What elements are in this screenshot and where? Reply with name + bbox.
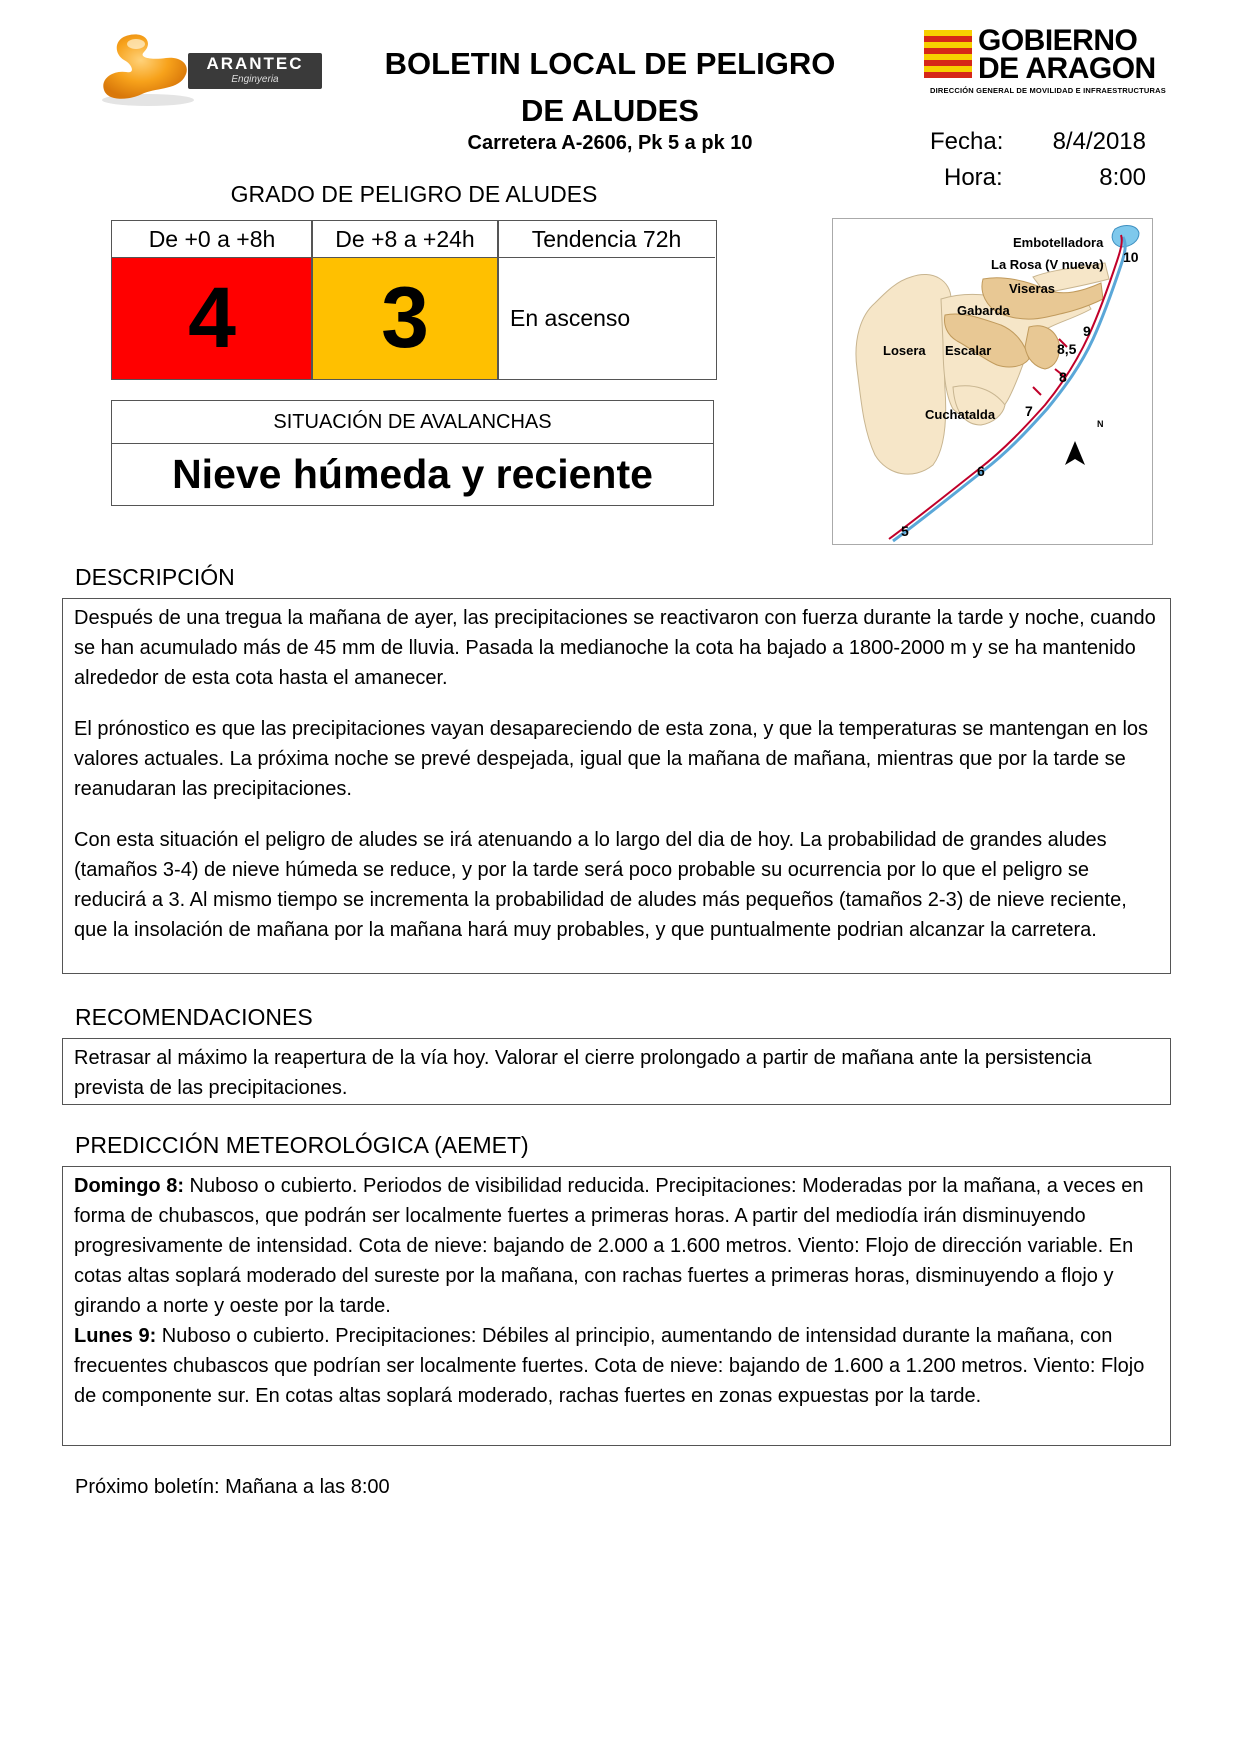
day-2-label: Lunes 9: <box>74 1325 157 1347</box>
map-pk-7: 7 <box>1025 403 1033 419</box>
map-label-la-rosa: La Rosa (V nueva) <box>991 257 1104 272</box>
title-line-1: BOLETIN LOCAL DE PELIGRO <box>384 46 836 81</box>
grado-title: GRADO DE PELIGRO DE ALUDES <box>230 181 598 207</box>
avalanche-situation-box <box>111 400 714 506</box>
arantec-subtitle: Enginyeria <box>231 74 279 85</box>
col-header-8-24h: De +8 a +24h <box>312 221 498 258</box>
map-pk-6: 6 <box>977 463 985 479</box>
descripcion-paragraph-2: El prónostico es que las precipitaciones vayan desapareciendo de esta zona, y que la temperaturas se mantengan en los valores actuales. La próxima noche se prevé despejada, igual que la mañana de mañana, mientras que por la tarde se reanudaran las precipitaciones. <box>74 718 1149 800</box>
grade-0-8h: 4 <box>112 258 312 379</box>
arantec-swirl-icon <box>96 30 196 110</box>
title-line-2: DE ALUDES <box>521 93 699 128</box>
north-arrow-icon <box>1065 441 1085 465</box>
gov-department: DIRECCIÓN GENERAL DE MOVILIDAD E INFRAESTRUCTURAS <box>930 86 1166 95</box>
arantec-logo <box>96 30 326 110</box>
grade-8-24h: 3 <box>312 258 498 379</box>
gov-name-line-1: GOBIERNO <box>978 24 1138 57</box>
map-label-gabarda: Gabarda <box>957 303 1010 318</box>
fecha-label: Fecha: <box>930 128 1004 155</box>
prediccion-heading: PREDICCIÓN METEOROLÓGICA (AEMET) <box>75 1132 529 1158</box>
recomendaciones-text: Retrasar al máximo la reapertura de la vía hoy. Valorar el cierre prolongado a partir de mañana ante la persistencia prevista de las precipitaciones. <box>74 1047 1092 1099</box>
prediccion-day-2 <box>74 1321 1159 1411</box>
situation-value: Nieve húmeda y reciente <box>172 451 653 497</box>
map-label-losera: Losera <box>883 343 926 358</box>
map-label-escalar: Escalar <box>945 343 992 358</box>
bulletin-title <box>360 40 860 134</box>
map-label-embotelladora: Embotelladora <box>1013 235 1104 250</box>
hora-label: Hora: <box>944 164 1003 191</box>
prediccion-day-1 <box>74 1171 1159 1321</box>
fecha-value: 8/4/2018 <box>1052 128 1146 155</box>
gobierno-aragon-logo <box>924 26 1182 96</box>
prediccion-box <box>62 1166 1171 1446</box>
hora-value: 8:00 <box>1099 164 1146 191</box>
road-subtitle: Carretera A-2606, Pk 5 a pk 10 <box>467 132 753 154</box>
next-bulletin: Próximo boletín: Mañana a las 8:00 <box>75 1476 390 1498</box>
map-pk-5: 5 <box>901 523 909 539</box>
descripcion-paragraph-1: Después de una tregua la mañana de ayer, las precipitaciones se reactivaron con fuerza durante la tarde y noche, cuando se han acumulado más de 45 mm de lluvia. Pasada la medianoche la cota ha bajado a 1800-2000 m y se ha mantenido alrededor de esta cota hasta el amanecer. <box>74 607 1156 689</box>
column-divider <box>311 221 313 379</box>
day-2-text: Nuboso o cubierto. Precipitaciones: Débiles al principio, aumentando de intensidad durante la mañana, con frecuentes chubascos que podrían ser localmente fuertes. Cota de nieve: bajando de 1.600 a 1.200 metros. Viento: Flojo de componente sur. En cotas altas soplará moderado, rachas fuertes en zonas expuestas por la tarde. <box>74 1325 1145 1407</box>
recomendaciones-box <box>62 1038 1171 1105</box>
tendencia-value: En ascenso <box>510 305 631 331</box>
map-label-cuchatalda: Cuchatalda <box>925 407 996 422</box>
descripcion-heading: DESCRIPCIÓN <box>75 564 235 590</box>
descripcion-paragraph-3: Con esta situación el peligro de aludes se irá atenuando a lo largo del dia de hoy. La probabilidad de grandes aludes (tamaños 3-4) de nieve húmeda se reduce, y por la tarde será poco probable su ocurrencia por lo que el peligro se reducirá a 3. Al mismo tiempo se incrementa la probabilidad de aludes más pequeños (tamaños 2-3) de nieve reciente, que la insolación de mañana por la mañana hará muy probables, y que puntualmente podrian alcanzar la carretera. <box>74 829 1127 941</box>
map-label-viseras: Viseras <box>1009 281 1056 296</box>
map-pk-8-5: 8,5 <box>1057 341 1077 357</box>
col-header-tendencia: Tendencia 72h <box>498 221 715 258</box>
gov-name-line-2: DE ARAGON <box>978 52 1156 85</box>
column-divider <box>497 221 499 379</box>
danger-grade-table <box>111 220 717 380</box>
day-1-text: Nuboso o cubierto. Periodos de visibilidad reducida. Precipitaciones: Moderadas por la mañana, a veces en forma de chubascos, que podrán ser localmente fuertes a primeras horas. A partir del mediodía irán disminuyendo progresivamente de intensidad. Cota de nieve: bajando de 2.000 a 1.600 metros. Viento: Flojo de dirección variable. En cotas altas soplará moderado del sureste por la mañana, con rachas fuertes a primeras horas, disminuyendo a flojo y girando a norte y oeste por la tarde. <box>74 1175 1144 1317</box>
map-pk-9: 9 <box>1083 323 1091 339</box>
aragon-flag-icon <box>924 30 972 78</box>
map-label-north: N <box>1097 419 1104 429</box>
arantec-name: ARANTEC <box>206 54 304 73</box>
recomendaciones-heading: RECOMENDACIONES <box>75 1004 313 1030</box>
descripcion-box <box>62 598 1171 974</box>
situation-title: SITUACIÓN DE AVALANCHAS <box>112 401 713 444</box>
col-header-0-8h: De +0 a +8h <box>112 221 312 258</box>
avalanche-zone-map <box>832 218 1153 545</box>
map-pk-8: 8 <box>1059 369 1067 385</box>
day-1-label: Domingo 8: <box>74 1175 184 1197</box>
map-pk-10: 10 <box>1123 249 1139 265</box>
